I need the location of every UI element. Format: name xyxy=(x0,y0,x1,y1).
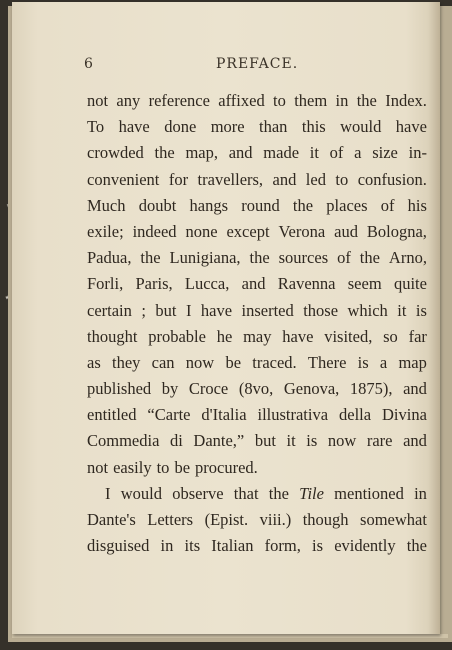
text-line xyxy=(87,114,427,140)
text-word: in xyxy=(414,483,427,503)
text-word: those xyxy=(303,300,339,320)
text-word: and xyxy=(272,169,297,189)
text-word: his xyxy=(407,195,427,215)
text-word: that xyxy=(233,483,259,503)
text-word: by xyxy=(161,379,179,399)
text-word: disguised xyxy=(87,536,150,556)
text-word: I xyxy=(185,300,192,320)
text-word: in xyxy=(160,536,174,556)
text-word: confusion. xyxy=(357,169,427,189)
text-word: and xyxy=(241,274,266,294)
text-word: and xyxy=(403,431,427,451)
text-word: have xyxy=(200,300,233,320)
text-word: though xyxy=(302,510,349,529)
text-line xyxy=(87,140,427,166)
text-line xyxy=(87,324,427,350)
text-word: round xyxy=(241,195,280,215)
page-bottom-edge xyxy=(12,634,448,638)
text-line xyxy=(87,428,427,454)
text-word: della xyxy=(339,405,372,425)
text-word: Italian xyxy=(211,536,254,556)
text-word: Forli, xyxy=(87,274,124,294)
text-word: the xyxy=(359,248,380,268)
text-word: more xyxy=(210,117,245,137)
text-word: be xyxy=(174,457,191,477)
text-word: now xyxy=(185,352,215,372)
text-word: to xyxy=(156,457,170,477)
text-word: travellers, xyxy=(197,169,264,189)
text-word: probable xyxy=(148,326,206,346)
text-word: places xyxy=(326,195,368,215)
text-word: Commedia xyxy=(87,431,160,451)
text-word: Croce xyxy=(188,379,229,399)
text-word: affixed xyxy=(218,91,265,110)
text-word: a xyxy=(379,352,388,372)
text-word: di xyxy=(169,431,183,451)
text-word: and xyxy=(228,143,253,163)
text-word: entitled xyxy=(87,405,137,425)
page-gutter-shade xyxy=(428,2,440,634)
text-word: rare xyxy=(366,431,393,451)
text-word: of xyxy=(380,195,395,215)
text-line xyxy=(87,533,427,559)
text-word: (Epist. xyxy=(204,510,249,529)
text-word: it xyxy=(286,431,296,451)
text-word: any xyxy=(116,91,141,110)
text-line xyxy=(87,298,427,324)
text-word: the xyxy=(154,143,175,163)
text-word: To xyxy=(87,117,105,137)
text-word: quite xyxy=(393,274,427,294)
text-line xyxy=(87,271,427,297)
body-text xyxy=(87,88,427,559)
text-word: the xyxy=(356,91,377,110)
text-word: Arno, xyxy=(388,248,427,268)
page-number: 6 xyxy=(84,56,94,72)
text-word: a xyxy=(354,143,362,163)
text-word: map, xyxy=(185,143,218,163)
text-word: crowded xyxy=(87,143,144,163)
text-word: doubt xyxy=(138,195,177,215)
text-word: Padua, xyxy=(87,248,132,268)
text-word: done xyxy=(164,117,197,137)
text-word: the xyxy=(292,195,314,215)
text-word: them xyxy=(294,91,328,110)
text-word: they xyxy=(111,352,141,372)
text-word: Paris, xyxy=(135,274,173,294)
text-word: so xyxy=(383,326,398,346)
text-word: not xyxy=(87,91,109,110)
text-word: in- xyxy=(408,143,427,163)
text-line xyxy=(87,402,427,428)
text-word: would xyxy=(120,483,162,503)
text-line xyxy=(87,350,427,376)
text-word: far xyxy=(408,326,427,346)
text-word: but xyxy=(155,300,177,320)
text-word: There xyxy=(307,352,347,372)
text-word: visited, xyxy=(324,326,373,346)
book-page xyxy=(12,2,440,634)
text-word: for xyxy=(168,169,189,189)
text-word: illustrativa xyxy=(257,405,329,425)
text-word: except xyxy=(226,221,270,241)
text-line xyxy=(87,481,427,507)
text-word: form, xyxy=(264,536,301,556)
text-word: but xyxy=(254,431,276,451)
text-line xyxy=(87,193,427,219)
text-word: “Carte xyxy=(147,405,191,425)
text-word: would xyxy=(340,117,382,137)
text-word: to xyxy=(273,91,286,110)
text-word: may xyxy=(243,326,272,346)
text-word: which xyxy=(347,300,388,320)
text-word: of xyxy=(329,143,344,163)
text-word: hangs xyxy=(189,195,228,215)
text-word: Index. xyxy=(385,91,427,110)
running-head xyxy=(12,56,440,76)
text-word: none xyxy=(185,221,218,241)
text-word: (8vo, xyxy=(238,379,274,399)
text-word: inserted xyxy=(241,300,294,320)
text-word: to xyxy=(335,169,349,189)
text-word: traced. xyxy=(252,352,297,372)
text-word: and xyxy=(403,379,427,399)
text-word: Tile xyxy=(299,483,324,503)
text-word: now xyxy=(327,431,357,451)
text-word: led xyxy=(305,169,326,189)
text-word: indeed xyxy=(132,221,177,241)
text-line xyxy=(87,219,427,245)
text-word: observe xyxy=(172,483,224,503)
text-word: of xyxy=(337,248,351,268)
text-word: he xyxy=(216,326,233,346)
text-word: as xyxy=(87,352,101,372)
text-word: evidently xyxy=(334,536,396,556)
text-word: the xyxy=(268,483,289,503)
text-word: not xyxy=(87,457,109,477)
text-word: convenient xyxy=(87,169,160,189)
text-word: it xyxy=(397,300,407,320)
text-word: Lucca, xyxy=(184,274,230,294)
text-line xyxy=(87,376,427,402)
text-word: exile; xyxy=(87,221,124,241)
text-word: than xyxy=(259,117,288,137)
text-word: Divina xyxy=(382,405,427,425)
text-word: 1875), xyxy=(349,379,393,399)
text-word: the xyxy=(140,248,161,268)
text-line xyxy=(87,455,427,481)
text-word: Verona xyxy=(278,221,326,241)
text-word: is xyxy=(312,536,324,556)
text-line xyxy=(87,507,427,533)
page-title: PREFACE. xyxy=(216,56,299,72)
text-word: have xyxy=(395,117,427,137)
text-word: have xyxy=(118,117,150,137)
text-word: somewhat xyxy=(360,510,427,529)
text-word: Genova, xyxy=(283,379,340,399)
text-word: viii.) xyxy=(259,510,292,529)
text-word: ; xyxy=(141,300,146,320)
text-line xyxy=(87,245,427,271)
text-word: seem xyxy=(347,274,382,294)
text-word: aud xyxy=(334,221,358,241)
text-line xyxy=(87,88,427,114)
text-word: Dante's xyxy=(87,510,136,529)
text-word: published xyxy=(87,379,152,399)
text-word: Bologna, xyxy=(366,221,427,241)
text-word: Dante,” xyxy=(193,431,245,451)
text-word: have xyxy=(282,326,314,346)
text-word: d'Italia xyxy=(201,405,247,425)
text-word: size xyxy=(372,143,398,163)
text-word: mentioned xyxy=(334,483,404,503)
text-word: the xyxy=(406,536,427,556)
text-word: it xyxy=(309,143,319,163)
text-word: procured. xyxy=(195,457,258,477)
text-word: Much xyxy=(87,195,126,215)
text-word: is xyxy=(415,300,427,320)
text-word: easily xyxy=(113,457,152,477)
text-word: this xyxy=(301,117,326,137)
text-word: reference xyxy=(148,91,210,110)
text-word: sources xyxy=(278,248,329,268)
text-word: is xyxy=(357,352,369,372)
text-word: map xyxy=(398,352,427,372)
text-word: Ravenna xyxy=(277,274,336,294)
text-word: be xyxy=(225,352,242,372)
text-word: is xyxy=(306,431,318,451)
text-word: in xyxy=(335,91,349,110)
text-word: Lunigiana, xyxy=(169,248,241,268)
text-word: Letters xyxy=(147,510,194,529)
text-word: the xyxy=(249,248,270,268)
text-word: certain xyxy=(87,300,132,320)
text-word: can xyxy=(151,352,175,372)
text-word: I xyxy=(105,483,111,503)
text-word: made xyxy=(263,143,300,163)
text-line xyxy=(87,167,427,193)
text-word: its xyxy=(184,536,201,556)
text-word: thought xyxy=(87,326,138,346)
